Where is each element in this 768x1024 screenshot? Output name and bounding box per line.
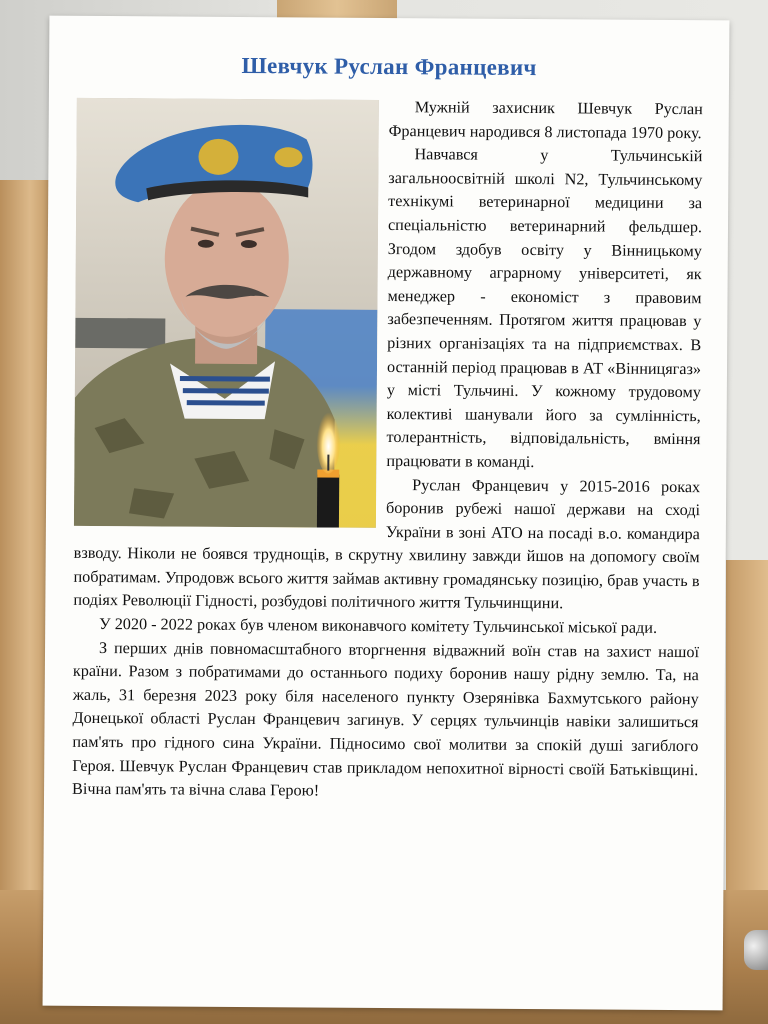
paragraph-war: З перших днів повномасштабного вторгнення відважний воїн став на захист нашої країни. Разом з побратимами до останнього подиху боронив нашу рідну землю. Та, на жаль, 31 березня 2023 року біля населеного пункту Озерянівка Бахмутського району Донецької області Руслан Францевич загинув. У серцях тульчинців навіки залишиться пам'ять про гідного сина України. Підносимо свої молитви за спокій душі загиблого Героя. Шевчук Руслан Францевич став прикладом непохитної вірності своїй Батьківщині. Вічна пам'ять та вічна слава Герою! (72, 638, 700, 800)
easel-right-leg (726, 560, 768, 890)
biography-text (72, 94, 703, 806)
paragraph-education: Навчався у Тульчинській загальноосвітній школі N2, Тульчинському технікумі ветеринарної медицини за спеціальністю ветеринарний фельдшер. Згодом здобув освіту у Вінницькому державному аграрному університеті, як менеджер - економіст з правовим забезпеченням. Протягом життя працював у різних організаціях та на підприємствах. В останній період працював в АТ «Вінницягаз» у місті Тульчині. У кожному трудовому колективі шанували його за сумлінність, толерантність, відповідальність, вміння працювати в команді. (386, 145, 703, 471)
easel-knob (744, 930, 768, 970)
paragraph-council: У 2020 - 2022 роках був членом виконавчого комітету Тульчинської міської ради. (99, 615, 658, 637)
paragraph-service: Руслан Францевич у 2015-2016 роках боронив рубежі нашої держави на сході України в зоні АТО на посаді в.о. командира взводу. Ніколи не боявся труднощів, в скрутну хвилину завжди йшов на допомогу своїм побратимам. Упродовж всього життя займав активну громадянську позицію, брав участь в подіях Революції Гідності, розбудові політичного життя Тульчинщини. (73, 475, 701, 613)
page-title: Шевчук Руслан Францевич (241, 52, 537, 81)
paragraph-birth: Мужній захисник Шевчук Руслан Францевич народився 8 листопада 1970 року. (388, 98, 703, 142)
easel-left-leg (0, 180, 50, 900)
photo-spacer (74, 94, 389, 532)
memorial-sheet (43, 16, 730, 1011)
